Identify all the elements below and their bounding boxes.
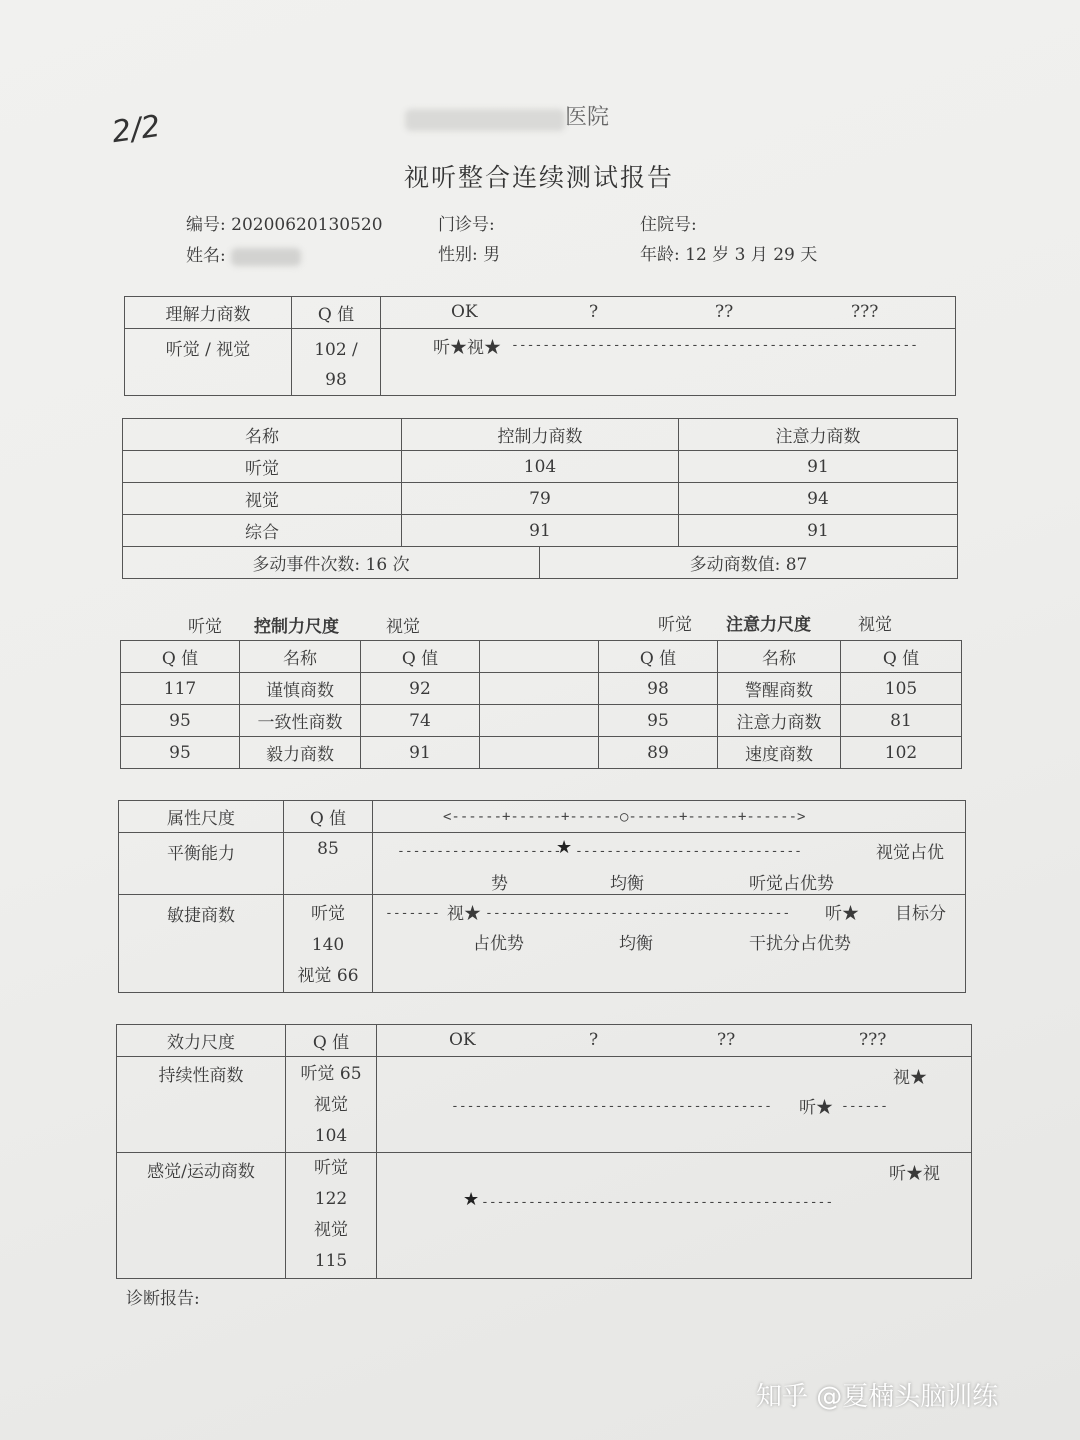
scale-q1: ?: [589, 302, 599, 322]
row-attention: 91: [679, 451, 958, 483]
scale-ok: OK: [449, 1030, 476, 1050]
attention-q2: 105: [841, 673, 962, 705]
control-q2: 91: [361, 737, 480, 769]
sensorimotor-name: 感觉/运动商数: [117, 1153, 286, 1279]
control-q2: 92: [361, 673, 480, 705]
comprehension-marker: 听★视★: [433, 338, 501, 358]
age-label: 年龄:: [640, 245, 680, 265]
balance-scale-cell: [373, 833, 966, 895]
agility-right-label: 目标分: [895, 904, 946, 924]
sensorimotor-q-visual-label: 视觉: [314, 1220, 348, 1240]
agility-label-1: 占优势: [473, 934, 524, 954]
table-row: [123, 515, 958, 547]
id-label: 编号:: [186, 215, 226, 235]
balance-label-2: 均衡: [610, 874, 644, 894]
control-header-name: 名称: [240, 641, 361, 673]
scale-q3: ???: [859, 1030, 887, 1050]
table-row: [123, 483, 958, 515]
attributes-scale-line: <------+------+------○------+------+------>: [443, 809, 806, 825]
agility-q-auditory-label: 听觉: [311, 904, 345, 924]
persistence-q-visual-label: 视觉: [314, 1095, 348, 1115]
attention-header-q1: Q 值: [599, 641, 718, 673]
control-q1: 95: [121, 737, 240, 769]
quotients-header-attention: 注意力商数: [679, 419, 958, 451]
sex-label: 性别:: [438, 245, 478, 265]
efficiency-header-q: Q 值: [286, 1025, 377, 1057]
sensorimotor-q-visual-value: 115: [314, 1251, 348, 1271]
balance-name: 平衡能力: [119, 833, 284, 895]
persistence-q-visual-value: 104: [314, 1126, 348, 1146]
persistence-name: 持续性商数: [117, 1057, 286, 1153]
attention-name: 警醒商数: [718, 673, 841, 705]
persistence-dash-right: ------: [841, 1099, 888, 1114]
table-row: [121, 705, 962, 737]
agility-q-visual: 视觉 66: [297, 966, 359, 986]
row-control: 104: [402, 451, 679, 483]
balance-right-label: 视觉占优: [876, 843, 944, 863]
attributes-scale-cell: [373, 801, 966, 833]
persistence-mark-top: 视★: [893, 1068, 927, 1088]
attributes-table: [118, 800, 966, 993]
comprehension-header-name: 理解力商数: [125, 297, 292, 329]
clinic-label: 门诊号:: [438, 215, 495, 235]
blank-cell: [480, 673, 599, 705]
sensorimotor-dash-line: ---------------------------------------------: [481, 1195, 834, 1210]
control-q1: 117: [121, 673, 240, 705]
inpatient-label: 住院号:: [640, 215, 697, 235]
table-row: [121, 673, 962, 705]
control-name: 谨慎商数: [240, 673, 361, 705]
scale-ok: OK: [451, 302, 478, 322]
sex-value: 男: [483, 245, 501, 265]
agility-dash-left: -------: [385, 906, 440, 921]
blank-cell: [480, 641, 599, 673]
attention-q2: 81: [841, 705, 962, 737]
control-above-right: 视觉: [386, 617, 420, 637]
table-row: [123, 451, 958, 483]
blank-cell: [480, 705, 599, 737]
scale-q1: ?: [589, 1030, 599, 1050]
report-title: 视听整合连续测试报告: [404, 163, 675, 192]
persistence-scale-cell: [377, 1057, 972, 1153]
attention-name: 速度商数: [718, 737, 841, 769]
comprehension-row-q: [292, 329, 381, 396]
comprehension-dash-line: ----------------------------------------------------: [511, 338, 918, 353]
age-value: 12 岁 3 月 29 天: [685, 245, 818, 265]
scale-q3: ???: [851, 302, 879, 322]
persistence-dash-left: -----------------------------------------: [451, 1099, 772, 1114]
age-field: [640, 240, 817, 265]
hyper-events: 多动事件次数: 16 次: [123, 547, 540, 579]
attention-q1: 98: [599, 673, 718, 705]
attention-above-left: 听觉: [658, 615, 692, 635]
balance-label-1: 势: [491, 874, 508, 894]
efficiency-scale: [377, 1025, 972, 1057]
agility-q-auditory-value: 140: [311, 935, 345, 955]
quotients-header-name: 名称: [123, 419, 402, 451]
agility-scale-cell: [373, 895, 966, 993]
comprehension-header-q: Q 值: [292, 297, 381, 329]
attention-q1: 95: [599, 705, 718, 737]
row-name: 听觉: [123, 451, 402, 483]
sex-field: [438, 240, 500, 265]
attention-header-name: 名称: [718, 641, 841, 673]
hospital-suffix: 医院: [565, 105, 610, 130]
persistence-q-auditory: 听觉 65: [300, 1064, 362, 1084]
agility-right-mark: 听★: [825, 904, 859, 924]
control-name: 一致性商数: [240, 705, 361, 737]
row-name: 综合: [123, 515, 402, 547]
attention-above-right: 视觉: [858, 615, 892, 635]
quotients-table: [122, 418, 958, 547]
balance-star-icon: ★: [556, 837, 573, 858]
control-q2: 74: [361, 705, 480, 737]
control-q1: 95: [121, 705, 240, 737]
agility-q: [284, 895, 373, 993]
efficiency-table: [116, 1024, 972, 1279]
attention-name: 注意力商数: [718, 705, 841, 737]
comprehension-q-auditory: 102 /: [314, 340, 358, 360]
efficiency-header-name: 效力尺度: [117, 1025, 286, 1057]
control-scale-title: 控制力尺度: [254, 617, 339, 637]
redacted-hospital-name: [405, 109, 565, 131]
control-name: 毅力商数: [240, 737, 361, 769]
agility-label-2: 均衡: [619, 934, 653, 954]
sensorimotor-q: [286, 1153, 377, 1279]
quotients-header-control: 控制力商数: [402, 419, 679, 451]
watermark: 知乎 @夏楠头脑训练: [756, 1382, 999, 1412]
scale-q2: ??: [715, 302, 734, 322]
agility-label-3: 干扰分占优势: [749, 934, 851, 954]
sensorimotor-q-auditory-label: 听觉: [314, 1158, 348, 1178]
comprehension-row-label: 听觉 / 视觉: [125, 329, 292, 396]
comprehension-q-visual: 98: [325, 370, 347, 390]
comprehension-scale: [381, 297, 956, 329]
sensorimotor-scale-cell: [377, 1153, 972, 1279]
sensorimotor-mark-left: ★: [463, 1189, 480, 1210]
attributes-header-q: Q 值: [284, 801, 373, 833]
sensorimotor-mark-top: 听★视: [889, 1164, 940, 1184]
agility-left-mark: 视★: [447, 904, 481, 924]
agility-name: 敏捷商数: [119, 895, 284, 993]
redacted-name: [231, 248, 301, 266]
hyper-value: 多动商数值: 87: [540, 547, 958, 579]
id-value: 20200620130520: [231, 215, 383, 235]
id-field: [186, 210, 383, 235]
hospital-header: [405, 100, 609, 131]
control-above-left: 听觉: [188, 617, 222, 637]
row-name: 视觉: [123, 483, 402, 515]
table-row: [121, 737, 962, 769]
row-control: 79: [402, 483, 679, 515]
balance-label-3: 听觉占优势: [749, 874, 834, 894]
comprehension-marker-cell: [381, 329, 956, 396]
agility-dash-mid: ---------------------------------------: [485, 906, 791, 921]
scale-q2: ??: [717, 1030, 736, 1050]
control-header-q2: Q 值: [361, 641, 480, 673]
balance-q: 85: [284, 833, 373, 895]
name-field: [186, 241, 301, 266]
comprehension-table: [124, 296, 956, 396]
attention-header-q2: Q 值: [841, 641, 962, 673]
persistence-q: [286, 1057, 377, 1153]
attention-scale-title: 注意力尺度: [726, 615, 811, 635]
attributes-header-name: 属性尺度: [119, 801, 284, 833]
name-label: 姓名:: [186, 246, 226, 266]
hyperactivity-table: [122, 546, 958, 579]
row-attention: 94: [679, 483, 958, 515]
row-control: 91: [402, 515, 679, 547]
attention-q2: 102: [841, 737, 962, 769]
persistence-mark-line: 听★: [799, 1098, 833, 1118]
sensorimotor-q-auditory-value: 122: [314, 1189, 348, 1209]
balance-dash-left: ---------------------: [397, 844, 562, 859]
diagnosis-label: 诊断报告:: [126, 1289, 200, 1309]
attention-q1: 89: [599, 737, 718, 769]
balance-dash-right: -----------------------------: [575, 844, 802, 859]
scales-table: [120, 640, 962, 769]
control-header-q1: Q 值: [121, 641, 240, 673]
blank-cell: [480, 737, 599, 769]
row-attention: 91: [679, 515, 958, 547]
handwritten-note: 2/2: [109, 108, 163, 151]
